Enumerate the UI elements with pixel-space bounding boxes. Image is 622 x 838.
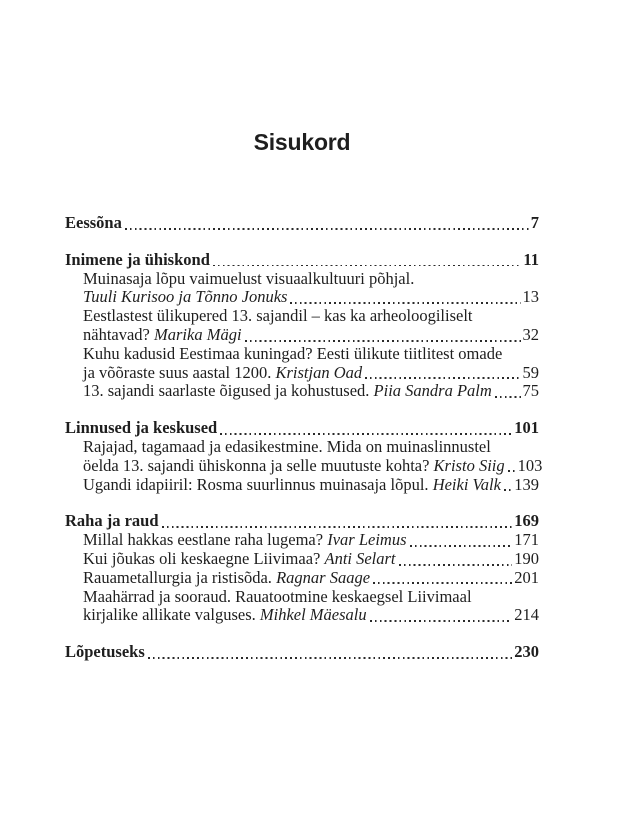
toc-author-name: Marika Mägi <box>154 324 242 344</box>
toc-title-text: Muinasaja lõpu vaimuelust visuaalkultuuri põhjal. <box>83 268 415 288</box>
toc-title-text: Raha ja raud <box>65 511 159 531</box>
toc-list <box>65 213 543 662</box>
toc-line <box>65 364 539 383</box>
toc-line-text <box>83 588 472 607</box>
toc-heading <box>65 419 539 438</box>
toc-title-text: kirjalike allikate valguses. <box>83 605 260 625</box>
page-title: Sisukord <box>253 129 351 155</box>
toc-title-text: Linnused ja keskused <box>65 418 218 438</box>
toc-title-text: Rauametallurgia ja ristisõda. <box>83 567 277 587</box>
toc-line <box>65 512 539 531</box>
toc-entry <box>65 307 539 345</box>
dot-leader <box>245 340 521 342</box>
toc-title-text: Lõpetuseks <box>65 642 145 662</box>
toc-author-name: Anti Selart <box>324 548 396 568</box>
dot-leader <box>162 526 513 528</box>
toc-line <box>65 270 539 289</box>
toc-line-text <box>83 307 473 326</box>
dot-leader <box>399 564 513 566</box>
toc-entry <box>65 345 539 383</box>
toc-page-number: 214 <box>514 605 539 625</box>
toc-line-text <box>65 512 159 531</box>
toc-line <box>65 550 539 569</box>
toc-title-text: Kuhu kadusid Eestimaa kuningad? Eesti ülikute tiitlitest omade <box>83 343 503 363</box>
toc-entry <box>65 270 539 308</box>
toc-line <box>65 288 539 307</box>
dot-leader <box>373 582 512 584</box>
toc-author-name: Ragnar Saage <box>276 567 371 587</box>
dot-leader <box>508 470 516 472</box>
toc-line-text <box>65 251 210 270</box>
toc-title-text: Kui jõukas oli keskaegne Liivimaa? <box>83 548 325 568</box>
toc-line-text <box>83 476 501 495</box>
toc-title-text: öelda 13. sajandi ühiskonna ja selle muutuste kohta? <box>83 455 434 475</box>
toc-page-number: 171 <box>514 530 539 550</box>
toc-page-number: 139 <box>514 474 539 494</box>
toc-page-number: 169 <box>514 511 539 531</box>
toc-page-number: 103 <box>517 455 543 475</box>
toc-page-number: 59 <box>522 362 539 382</box>
toc-title-text: Maahärrad ja sooraud. Rauatootmine keskaegsel Liivimaal <box>83 586 472 606</box>
toc-title-text: Millal hakkas eestlane raha lugema? <box>83 530 328 550</box>
toc-line <box>65 531 539 550</box>
toc-author-name: Kristjan Oad <box>275 362 363 382</box>
toc-line <box>65 345 539 364</box>
toc-title-text: Ugandi idapiiril: Rosma suurlinnus muinasaja lõpul. <box>83 474 433 494</box>
toc-line <box>65 588 539 607</box>
toc-author-name: Ivar Leimus <box>327 530 407 550</box>
toc-heading <box>65 214 539 233</box>
toc-line-text <box>83 270 414 289</box>
toc-line <box>65 606 539 625</box>
toc-line-text <box>83 382 492 401</box>
toc-line <box>65 214 539 233</box>
toc-author-name: Kristo Siig <box>433 455 505 475</box>
dot-leader <box>220 433 512 435</box>
toc-title-text: Rajajad, tagamaad ja edasikestmine. Mida on muinaslinnustel <box>83 436 491 456</box>
toc-page-number: 190 <box>514 548 539 568</box>
toc-line-text <box>65 643 145 662</box>
toc-entry <box>65 382 539 401</box>
dot-leader <box>213 265 522 267</box>
toc-line-text <box>83 457 505 476</box>
dot-leader <box>365 377 520 379</box>
toc-title-text: ja võõraste suus aastal 1200. <box>83 362 276 382</box>
toc-entry <box>65 550 539 569</box>
toc-heading <box>65 643 539 662</box>
dot-leader <box>495 396 521 398</box>
toc-title-text: Eestlastest ülikupered 13. sajandil – kas ka arheoloogiliselt <box>83 306 473 326</box>
toc-author-name: Mihkel Mäesalu <box>259 605 367 625</box>
toc-line <box>65 438 539 457</box>
toc-author-name: Tuuli Kurisoo ja Tõnno Jonuks <box>83 287 288 307</box>
toc-line <box>65 382 539 401</box>
toc-page-number: 13 <box>522 287 539 307</box>
toc-line <box>65 326 539 345</box>
toc-author-name: Piia Sandra Palm <box>373 381 492 401</box>
toc-page-number: 75 <box>522 381 539 401</box>
dot-leader <box>148 657 512 659</box>
toc-line-text <box>83 569 370 588</box>
toc-page-number: 101 <box>514 418 539 438</box>
toc-line <box>65 569 539 588</box>
toc-line <box>65 476 539 495</box>
toc-line <box>65 643 539 662</box>
toc-line-text <box>83 531 407 550</box>
toc-entry <box>65 588 539 626</box>
toc-page-number: 201 <box>514 567 539 587</box>
toc-line-text <box>83 550 396 569</box>
toc-line-text <box>83 364 362 383</box>
toc-entry <box>65 569 539 588</box>
dot-leader <box>370 620 513 622</box>
toc-line <box>65 455 543 476</box>
dot-leader <box>290 302 520 304</box>
toc-entry <box>65 476 539 495</box>
toc-line-text <box>65 419 217 438</box>
toc-line <box>65 419 539 438</box>
toc-title-text: Eessõna <box>65 213 122 232</box>
dot-leader <box>410 545 513 547</box>
toc-line-text <box>83 326 242 345</box>
toc-line-text <box>65 214 122 233</box>
toc-entry <box>65 436 543 476</box>
toc-title-text: nähtavad? <box>83 324 155 344</box>
toc-line <box>65 251 539 270</box>
toc-page-number: 230 <box>514 642 539 662</box>
toc-title-text: 13. sajandi saarlaste õigused ja kohustused. <box>83 381 374 401</box>
toc-page-number: 11 <box>523 249 539 269</box>
toc-entry <box>65 531 539 550</box>
toc-page-number: 7 <box>530 213 539 232</box>
toc-line-text <box>83 606 367 625</box>
toc-heading <box>65 251 539 270</box>
toc-line <box>65 307 539 326</box>
toc-line-text <box>83 288 287 307</box>
toc-title-text: Inimene ja ühiskond <box>65 249 210 269</box>
toc-author-name: Heiki Valk <box>432 474 501 494</box>
toc-heading <box>65 512 539 531</box>
dot-leader <box>504 489 512 491</box>
toc-page-number: 32 <box>522 324 539 344</box>
toc-line-text <box>83 345 502 364</box>
toc-line-text <box>83 438 491 457</box>
dot-leader <box>125 228 529 230</box>
